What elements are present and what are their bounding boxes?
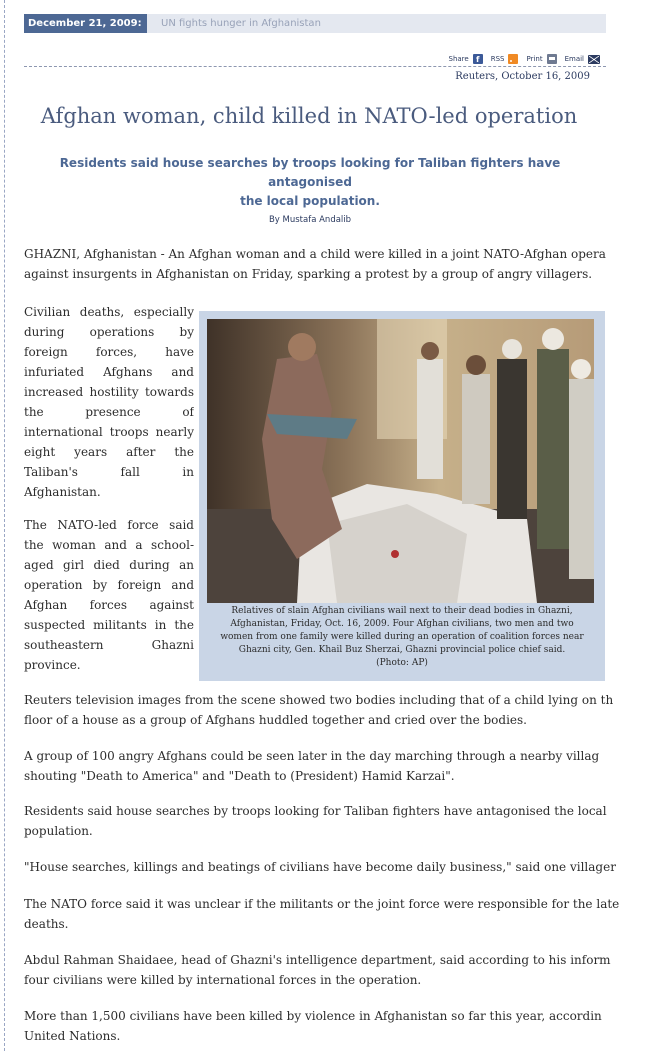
text-line: population. <box>24 824 93 838</box>
text-line: A group of 100 angry Afghans could be seen later in the day marching through a nearby villag <box>24 749 600 763</box>
caption-line: Ghazni city, Gen. Khail Buz Sherzai, Ghazni provincial police chief said. <box>238 645 566 655</box>
rss-label: RSS <box>490 55 505 63</box>
text-line: Reuters television images from the scene showed two bodies including that of a child lying on th <box>24 693 614 707</box>
print-icon[interactable] <box>547 54 557 64</box>
body-paragraph <box>24 950 650 990</box>
ticker-date: December 21, 2009: <box>24 14 147 33</box>
text-line: Abdul Rahman Shaidaee, head of Ghazni's intelligence department, said according to his inform <box>24 953 611 967</box>
rss-icon[interactable] <box>508 54 518 64</box>
body-paragraph <box>24 894 650 934</box>
email-label: Email <box>564 55 584 63</box>
text-line: floor of a house as a group of Afghans huddled together and cried over the bodies. <box>24 713 527 727</box>
rss-button[interactable] <box>491 54 519 64</box>
text-line: shouting "Death to America" and "Death to (President) Hamid Karzai". <box>24 769 455 783</box>
text-line: against insurgents in Afghanistan on Friday, sparking a protest by a group of angry villagers. <box>24 267 593 281</box>
subtitle-line: Residents said house searches by troops looking for Taliban fighters have antagonised <box>59 156 561 189</box>
caption-line: Afghanistan, Friday, Oct. 16, 2009. Four Afghan civilians, two men and two <box>230 619 574 629</box>
column-paragraph-2: The NATO-led force said the woman and a school-aged girl died during an operation by foreign and Afghan forces against suspected militants in the southeastern Ghazni province. <box>24 518 194 672</box>
text-line: deaths. <box>24 917 69 931</box>
article-byline: By Mustafa Andalib <box>268 215 352 225</box>
body-paragraph <box>24 857 650 877</box>
left-dashed-rule <box>4 0 5 1051</box>
share-label: Share <box>448 55 469 63</box>
text-line: four civilians were killed by international forces in the operation. <box>24 973 422 987</box>
text-line: GHAZNI, Afghanistan - An Afghan woman and a child were killed in a joint NATO-Afghan opera <box>24 247 606 261</box>
text-line: Residents said house searches by troops looking for Taliban fighters have antagonised the local <box>24 804 607 818</box>
text-line: The NATO force said it was unclear if the militants or the joint force were responsible for the late <box>24 897 620 911</box>
caption-line: (Photo: AP) <box>376 658 428 668</box>
article-photo[interactable] <box>207 319 594 603</box>
caption-line: women from one family were killed during an operation of coalition forces near <box>220 632 584 642</box>
subtitle-line: the local population. <box>240 194 380 208</box>
news-ticker <box>24 14 606 33</box>
share-button[interactable] <box>449 54 483 64</box>
body-paragraph <box>24 801 650 841</box>
body-paragraph <box>24 746 650 786</box>
article-source-date: Reuters, October 16, 2009 <box>455 71 590 82</box>
text-line: "House searches, killings and beatings of civilians have become daily business," said one villager <box>24 860 616 874</box>
facebook-icon[interactable]: f <box>473 54 483 64</box>
article-subtitle <box>20 154 600 211</box>
photo-illustration <box>207 319 594 603</box>
lead-paragraph <box>24 244 650 284</box>
caption-line: Relatives of slain Afghan civilians wail next to their dead bodies in Ghazni, <box>231 606 573 616</box>
article-title: Afghan woman, child killed in NATO-led operation <box>40 104 578 128</box>
text-line: United Nations. <box>24 1029 121 1043</box>
ticker-headline-link[interactable]: UN fights hunger in Afghanistan <box>161 18 321 29</box>
print-button[interactable] <box>526 54 556 64</box>
column-paragraph-1: Civilian deaths, especially during operations by foreign forces, have infuriated Afghans and increased hostility towards the presence of international troops nearly eight years after the Taliban's fall in Afghanistan. <box>24 305 194 499</box>
text-line: More than 1,500 civilians have been killed by violence in Afghanistan so far this year, accordin <box>24 1009 602 1023</box>
print-label: Print <box>526 55 543 63</box>
email-icon[interactable] <box>588 55 600 64</box>
article-figure <box>199 311 605 681</box>
share-toolbar <box>441 53 601 65</box>
header-divider <box>24 66 606 67</box>
body-paragraph <box>24 690 650 730</box>
email-button[interactable] <box>565 55 600 64</box>
photo-caption <box>207 605 597 670</box>
body-paragraph <box>24 1006 650 1046</box>
